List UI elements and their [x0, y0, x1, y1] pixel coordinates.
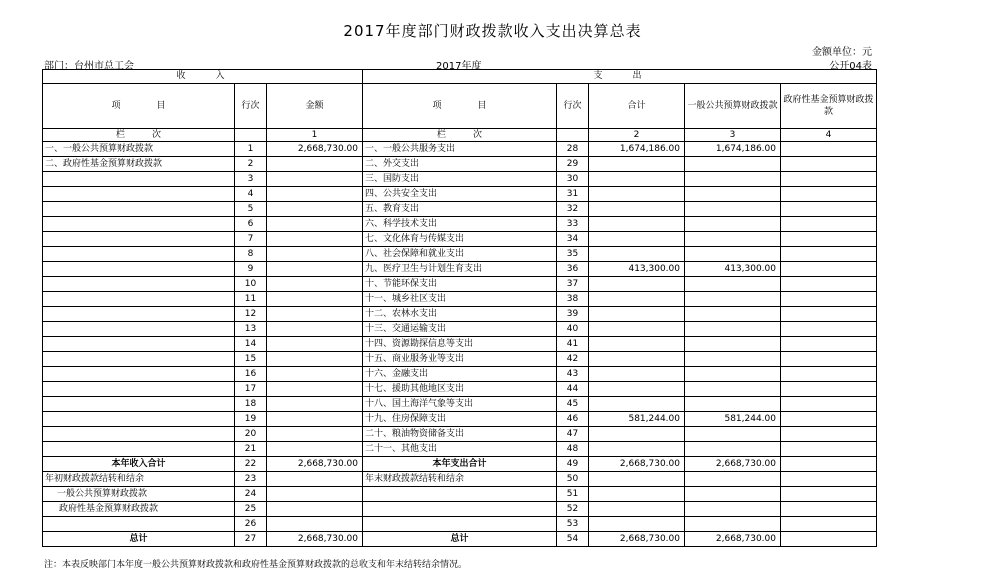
fund-budget-cell: [781, 412, 877, 427]
table-row: [43, 187, 877, 202]
expense-total-cell: [589, 442, 685, 457]
section-header-row: [43, 70, 877, 84]
expense-line-cell: 52: [557, 502, 589, 517]
table-row: [43, 352, 877, 367]
general-budget-cell: [685, 247, 781, 262]
income-amount-cell: [267, 517, 363, 532]
fund-budget-header: 政府性基金预算财政拨款: [781, 84, 877, 129]
fund-budget-cell: [781, 217, 877, 232]
income-line-cell: 8: [235, 247, 267, 262]
fund-budget-cell: [781, 532, 877, 547]
income-line-cell: 13: [235, 322, 267, 337]
income-line-cell: 12: [235, 307, 267, 322]
income-item-cell: [43, 217, 235, 232]
income-line-cell: 16: [235, 367, 267, 382]
expense-line-cell: 47: [557, 427, 589, 442]
income-amount-cell: [267, 442, 363, 457]
income-item-cell: [43, 397, 235, 412]
table-row: [43, 157, 877, 172]
expense-total-cell: 2,668,730.00: [589, 457, 685, 472]
income-item-cell: [43, 382, 235, 397]
fund-budget-cell: [781, 187, 877, 202]
fund-budget-cell: [781, 427, 877, 442]
expense-item-cell: 九、医疗卫生与计划生育支出: [363, 262, 557, 277]
expense-item-cell: 八、社会保障和就业支出: [363, 247, 557, 262]
income-line-cell: 22: [235, 457, 267, 472]
expense-total-cell: [589, 277, 685, 292]
expense-item-cell: 五、教育支出: [363, 202, 557, 217]
fund-budget-cell: [781, 487, 877, 502]
income-item-cell: 年初财政拨款结转和结余: [43, 472, 235, 487]
income-item-cell: [43, 367, 235, 382]
expense-item-cell: 总计: [363, 532, 557, 547]
fund-budget-cell: [781, 292, 877, 307]
general-budget-cell: [685, 307, 781, 322]
fund-budget-cell: [781, 442, 877, 457]
income-item-cell: [43, 187, 235, 202]
income-item-cell: 二、政府性基金预算财政拨款: [43, 157, 235, 172]
expense-item-cell: 十、节能环保支出: [363, 277, 557, 292]
income-amount-cell: [267, 307, 363, 322]
column-index-3: 3: [685, 129, 781, 142]
general-budget-cell: [685, 217, 781, 232]
general-budget-cell: 2,668,730.00: [685, 457, 781, 472]
income-item-cell: [43, 427, 235, 442]
expense-line-cell: 42: [557, 352, 589, 367]
general-budget-cell: [685, 427, 781, 442]
fund-budget-cell: [781, 232, 877, 247]
fund-budget-cell: [781, 277, 877, 292]
income-item-cell: [43, 232, 235, 247]
general-budget-cell: 581,244.00: [685, 412, 781, 427]
general-budget-cell: [685, 322, 781, 337]
table-row: [43, 487, 877, 502]
income-line-cell: 2: [235, 157, 267, 172]
income-amount-cell: [267, 487, 363, 502]
expense-line-cell: 29: [557, 157, 589, 172]
table-row: [43, 142, 877, 157]
income-line-cell: 3: [235, 172, 267, 187]
income-line-cell: 1: [235, 142, 267, 157]
expense-total-cell: 1,674,186.00: [589, 142, 685, 157]
income-amount-cell: [267, 232, 363, 247]
expense-line-header: 行次: [557, 84, 589, 129]
table-row: [43, 442, 877, 457]
column-index-label: 栏 次: [363, 129, 557, 142]
general-budget-cell: [685, 382, 781, 397]
expense-line-cell: 51: [557, 487, 589, 502]
expense-item-cell: 十八、国土海洋气象等支出: [363, 397, 557, 412]
table-row: [43, 292, 877, 307]
income-amount-cell: [267, 202, 363, 217]
income-amount-cell: [267, 277, 363, 292]
fund-budget-cell: [781, 262, 877, 277]
income-amount-cell: [267, 427, 363, 442]
expense-item-cell: 一、一般公共服务支出: [363, 142, 557, 157]
table-row: [43, 277, 877, 292]
fund-budget-cell: [781, 172, 877, 187]
year-label: 2017年度: [436, 61, 482, 72]
table-row: [43, 322, 877, 337]
income-item-cell: 一般公共预算财政拨款: [43, 487, 235, 502]
income-line-cell: 19: [235, 412, 267, 427]
expense-total-cell: [589, 487, 685, 502]
income-item-cell: [43, 247, 235, 262]
income-line-cell: 14: [235, 337, 267, 352]
income-item-cell: 政府性基金预算财政拨款: [43, 502, 235, 517]
expense-item-cell: 二、外交支出: [363, 157, 557, 172]
expense-item-cell: 十一、城乡社区支出: [363, 292, 557, 307]
budget-table: [42, 69, 877, 547]
income-line-cell: 9: [235, 262, 267, 277]
unit-label: 金额单位：元: [812, 47, 872, 58]
income-item-cell: 本年收入合计: [43, 457, 235, 472]
general-budget-cell: [685, 157, 781, 172]
expense-total-cell: [589, 202, 685, 217]
expense-item-cell: 年末财政拨款结转和结余: [363, 472, 557, 487]
income-amount-header: 金额: [267, 84, 363, 129]
expense-item-cell: 十四、资源勘探信息等支出: [363, 337, 557, 352]
expense-total-cell: 413,300.00: [589, 262, 685, 277]
expense-section-header: 支 出: [363, 70, 877, 84]
table-row: [43, 397, 877, 412]
expense-total-cell: [589, 367, 685, 382]
income-item-cell: [43, 442, 235, 457]
general-budget-cell: [685, 232, 781, 247]
footnote: 注：本表反映部门本年度一般公共预算财政拨款和政府性基金预算财政拨款的总收支和年末结转结余情况。: [44, 560, 468, 570]
expense-item-cell: 四、公共安全支出: [363, 187, 557, 202]
expense-line-cell: 31: [557, 187, 589, 202]
expense-item-cell: 十七、援助其他地区支出: [363, 382, 557, 397]
income-line-cell: 17: [235, 382, 267, 397]
column-header-row: [43, 84, 877, 129]
income-item-cell: [43, 337, 235, 352]
expense-item-cell: [363, 517, 557, 532]
expense-line-cell: 38: [557, 292, 589, 307]
income-amount-cell: [267, 217, 363, 232]
income-amount-cell: [267, 157, 363, 172]
expense-line-cell: 33: [557, 217, 589, 232]
expense-total-cell: 2,668,730.00: [589, 532, 685, 547]
department-label: 部门：台州市总工会: [44, 61, 134, 72]
table-body: [43, 142, 877, 547]
expense-item-cell: 十九、住房保障支出: [363, 412, 557, 427]
income-amount-cell: [267, 322, 363, 337]
fund-budget-cell: [781, 307, 877, 322]
income-line-cell: 11: [235, 292, 267, 307]
general-budget-cell: [685, 472, 781, 487]
income-line-header: 行次: [235, 84, 267, 129]
expense-total-cell: [589, 382, 685, 397]
expense-line-cell: 49: [557, 457, 589, 472]
expense-total-cell: [589, 322, 685, 337]
column-index-2: 2: [589, 129, 685, 142]
income-amount-cell: [267, 247, 363, 262]
fund-budget-cell: [781, 502, 877, 517]
general-budget-cell: 1,674,186.00: [685, 142, 781, 157]
general-budget-header: 一般公共预算财政拨款: [685, 84, 781, 129]
expense-line-cell: 37: [557, 277, 589, 292]
general-budget-cell: [685, 502, 781, 517]
table-row: [43, 412, 877, 427]
column-index-label: 栏 次: [43, 129, 235, 142]
general-budget-cell: [685, 292, 781, 307]
fund-budget-cell: [781, 337, 877, 352]
expense-item-cell: 十五、商业服务业等支出: [363, 352, 557, 367]
fund-budget-cell: [781, 397, 877, 412]
expense-total-cell: [589, 397, 685, 412]
table-row: [43, 202, 877, 217]
income-line-cell: 20: [235, 427, 267, 442]
expense-total-cell: [589, 247, 685, 262]
income-line-cell: 18: [235, 397, 267, 412]
income-amount-cell: [267, 352, 363, 367]
expense-line-cell: 44: [557, 382, 589, 397]
general-budget-cell: [685, 352, 781, 367]
table-row: [43, 457, 877, 472]
expense-total-cell: 581,244.00: [589, 412, 685, 427]
expense-item-header: 项 目: [363, 84, 557, 129]
expense-line-cell: 54: [557, 532, 589, 547]
income-item-cell: [43, 262, 235, 277]
income-line-cell: 6: [235, 217, 267, 232]
income-amount-cell: [267, 367, 363, 382]
income-line-cell: 5: [235, 202, 267, 217]
expense-total-cell: [589, 292, 685, 307]
fund-budget-cell: [781, 157, 877, 172]
fund-budget-cell: [781, 382, 877, 397]
column-index-blank: [557, 129, 589, 142]
income-line-cell: 10: [235, 277, 267, 292]
income-item-cell: 一、一般公共预算财政拨款: [43, 142, 235, 157]
expense-total-cell: [589, 157, 685, 172]
income-line-cell: 24: [235, 487, 267, 502]
general-budget-cell: [685, 187, 781, 202]
income-line-cell: 23: [235, 472, 267, 487]
income-line-cell: 21: [235, 442, 267, 457]
expense-total-cell: [589, 517, 685, 532]
fund-budget-cell: [781, 352, 877, 367]
expense-line-cell: 50: [557, 472, 589, 487]
income-line-cell: 7: [235, 232, 267, 247]
general-budget-cell: [685, 442, 781, 457]
general-budget-cell: [685, 367, 781, 382]
fund-budget-cell: [781, 247, 877, 262]
column-index-1: 1: [267, 129, 363, 142]
column-index-4: 4: [781, 129, 877, 142]
report-title: 2017年度部门财政拨款收入支出决算总表: [343, 22, 642, 40]
expense-total-cell: [589, 472, 685, 487]
expense-line-cell: 28: [557, 142, 589, 157]
income-item-cell: [43, 277, 235, 292]
income-amount-cell: [267, 187, 363, 202]
income-item-cell: [43, 307, 235, 322]
income-line-cell: 26: [235, 517, 267, 532]
table-row: [43, 307, 877, 322]
expense-total-cell: [589, 427, 685, 442]
income-line-cell: 15: [235, 352, 267, 367]
table-row: [43, 247, 877, 262]
expense-total-cell: [589, 352, 685, 367]
general-budget-cell: [685, 172, 781, 187]
general-budget-cell: [685, 337, 781, 352]
expense-line-cell: 45: [557, 397, 589, 412]
expense-line-cell: 53: [557, 517, 589, 532]
table-row: [43, 172, 877, 187]
expense-total-header: 合计: [589, 84, 685, 129]
expense-total-cell: [589, 232, 685, 247]
expense-item-cell: 十二、农林水支出: [363, 307, 557, 322]
expense-line-cell: 41: [557, 337, 589, 352]
expense-line-cell: 48: [557, 442, 589, 457]
table-row: [43, 532, 877, 547]
table-row: [43, 337, 877, 352]
income-amount-cell: 2,668,730.00: [267, 457, 363, 472]
general-budget-cell: [685, 487, 781, 502]
expense-total-cell: [589, 307, 685, 322]
expense-line-cell: 36: [557, 262, 589, 277]
general-budget-cell: 413,300.00: [685, 262, 781, 277]
expense-line-cell: 35: [557, 247, 589, 262]
table-row: [43, 262, 877, 277]
expense-line-cell: 46: [557, 412, 589, 427]
income-amount-cell: 2,668,730.00: [267, 532, 363, 547]
table-row: [43, 232, 877, 247]
general-budget-cell: [685, 277, 781, 292]
general-budget-cell: 2,668,730.00: [685, 532, 781, 547]
table-row: [43, 502, 877, 517]
expense-item-cell: 二十、粮油物资储备支出: [363, 427, 557, 442]
income-line-cell: 27: [235, 532, 267, 547]
income-amount-cell: [267, 382, 363, 397]
income-item-cell: [43, 322, 235, 337]
general-budget-cell: [685, 517, 781, 532]
expense-item-cell: 本年支出合计: [363, 457, 557, 472]
income-section-header: 收 入: [43, 70, 363, 84]
table-row: [43, 427, 877, 442]
income-line-cell: 25: [235, 502, 267, 517]
expense-line-cell: 39: [557, 307, 589, 322]
income-item-cell: [43, 412, 235, 427]
general-budget-cell: [685, 202, 781, 217]
expense-item-cell: [363, 487, 557, 502]
income-amount-cell: [267, 292, 363, 307]
expense-total-cell: [589, 337, 685, 352]
expense-line-cell: 40: [557, 322, 589, 337]
income-amount-cell: 2,668,730.00: [267, 142, 363, 157]
income-item-header: 项 目: [43, 84, 235, 129]
expense-item-cell: 六、科学技术支出: [363, 217, 557, 232]
income-amount-cell: [267, 397, 363, 412]
expense-total-cell: [589, 172, 685, 187]
expense-item-cell: 七、文化体育与传媒支出: [363, 232, 557, 247]
income-amount-cell: [267, 262, 363, 277]
table-row: [43, 367, 877, 382]
table-row: [43, 382, 877, 397]
income-amount-cell: [267, 172, 363, 187]
income-item-cell: 总计: [43, 532, 235, 547]
expense-line-cell: 32: [557, 202, 589, 217]
expense-total-cell: [589, 502, 685, 517]
fund-budget-cell: [781, 202, 877, 217]
fund-budget-cell: [781, 517, 877, 532]
fund-budget-cell: [781, 472, 877, 487]
fund-budget-cell: [781, 322, 877, 337]
expense-line-cell: 30: [557, 172, 589, 187]
fund-budget-cell: [781, 142, 877, 157]
expense-total-cell: [589, 217, 685, 232]
table-row: [43, 217, 877, 232]
expense-line-cell: 43: [557, 367, 589, 382]
general-budget-cell: [685, 397, 781, 412]
table-code-label: 公开04表: [829, 61, 872, 72]
expense-line-cell: 34: [557, 232, 589, 247]
income-item-cell: [43, 172, 235, 187]
table-row: [43, 472, 877, 487]
income-amount-cell: [267, 502, 363, 517]
expense-item-cell: 二十一、其他支出: [363, 442, 557, 457]
income-amount-cell: [267, 337, 363, 352]
income-amount-cell: [267, 412, 363, 427]
income-item-cell: [43, 517, 235, 532]
expense-item-cell: 三、国防支出: [363, 172, 557, 187]
column-index-blank: [235, 129, 267, 142]
income-amount-cell: [267, 472, 363, 487]
table-row: [43, 517, 877, 532]
income-item-cell: [43, 292, 235, 307]
expense-item-cell: [363, 502, 557, 517]
expense-item-cell: 十六、金融支出: [363, 367, 557, 382]
income-item-cell: [43, 352, 235, 367]
income-line-cell: 4: [235, 187, 267, 202]
fund-budget-cell: [781, 457, 877, 472]
fund-budget-cell: [781, 367, 877, 382]
column-index-row: [43, 129, 877, 142]
expense-item-cell: 十三、交通运输支出: [363, 322, 557, 337]
income-item-cell: [43, 202, 235, 217]
expense-total-cell: [589, 187, 685, 202]
